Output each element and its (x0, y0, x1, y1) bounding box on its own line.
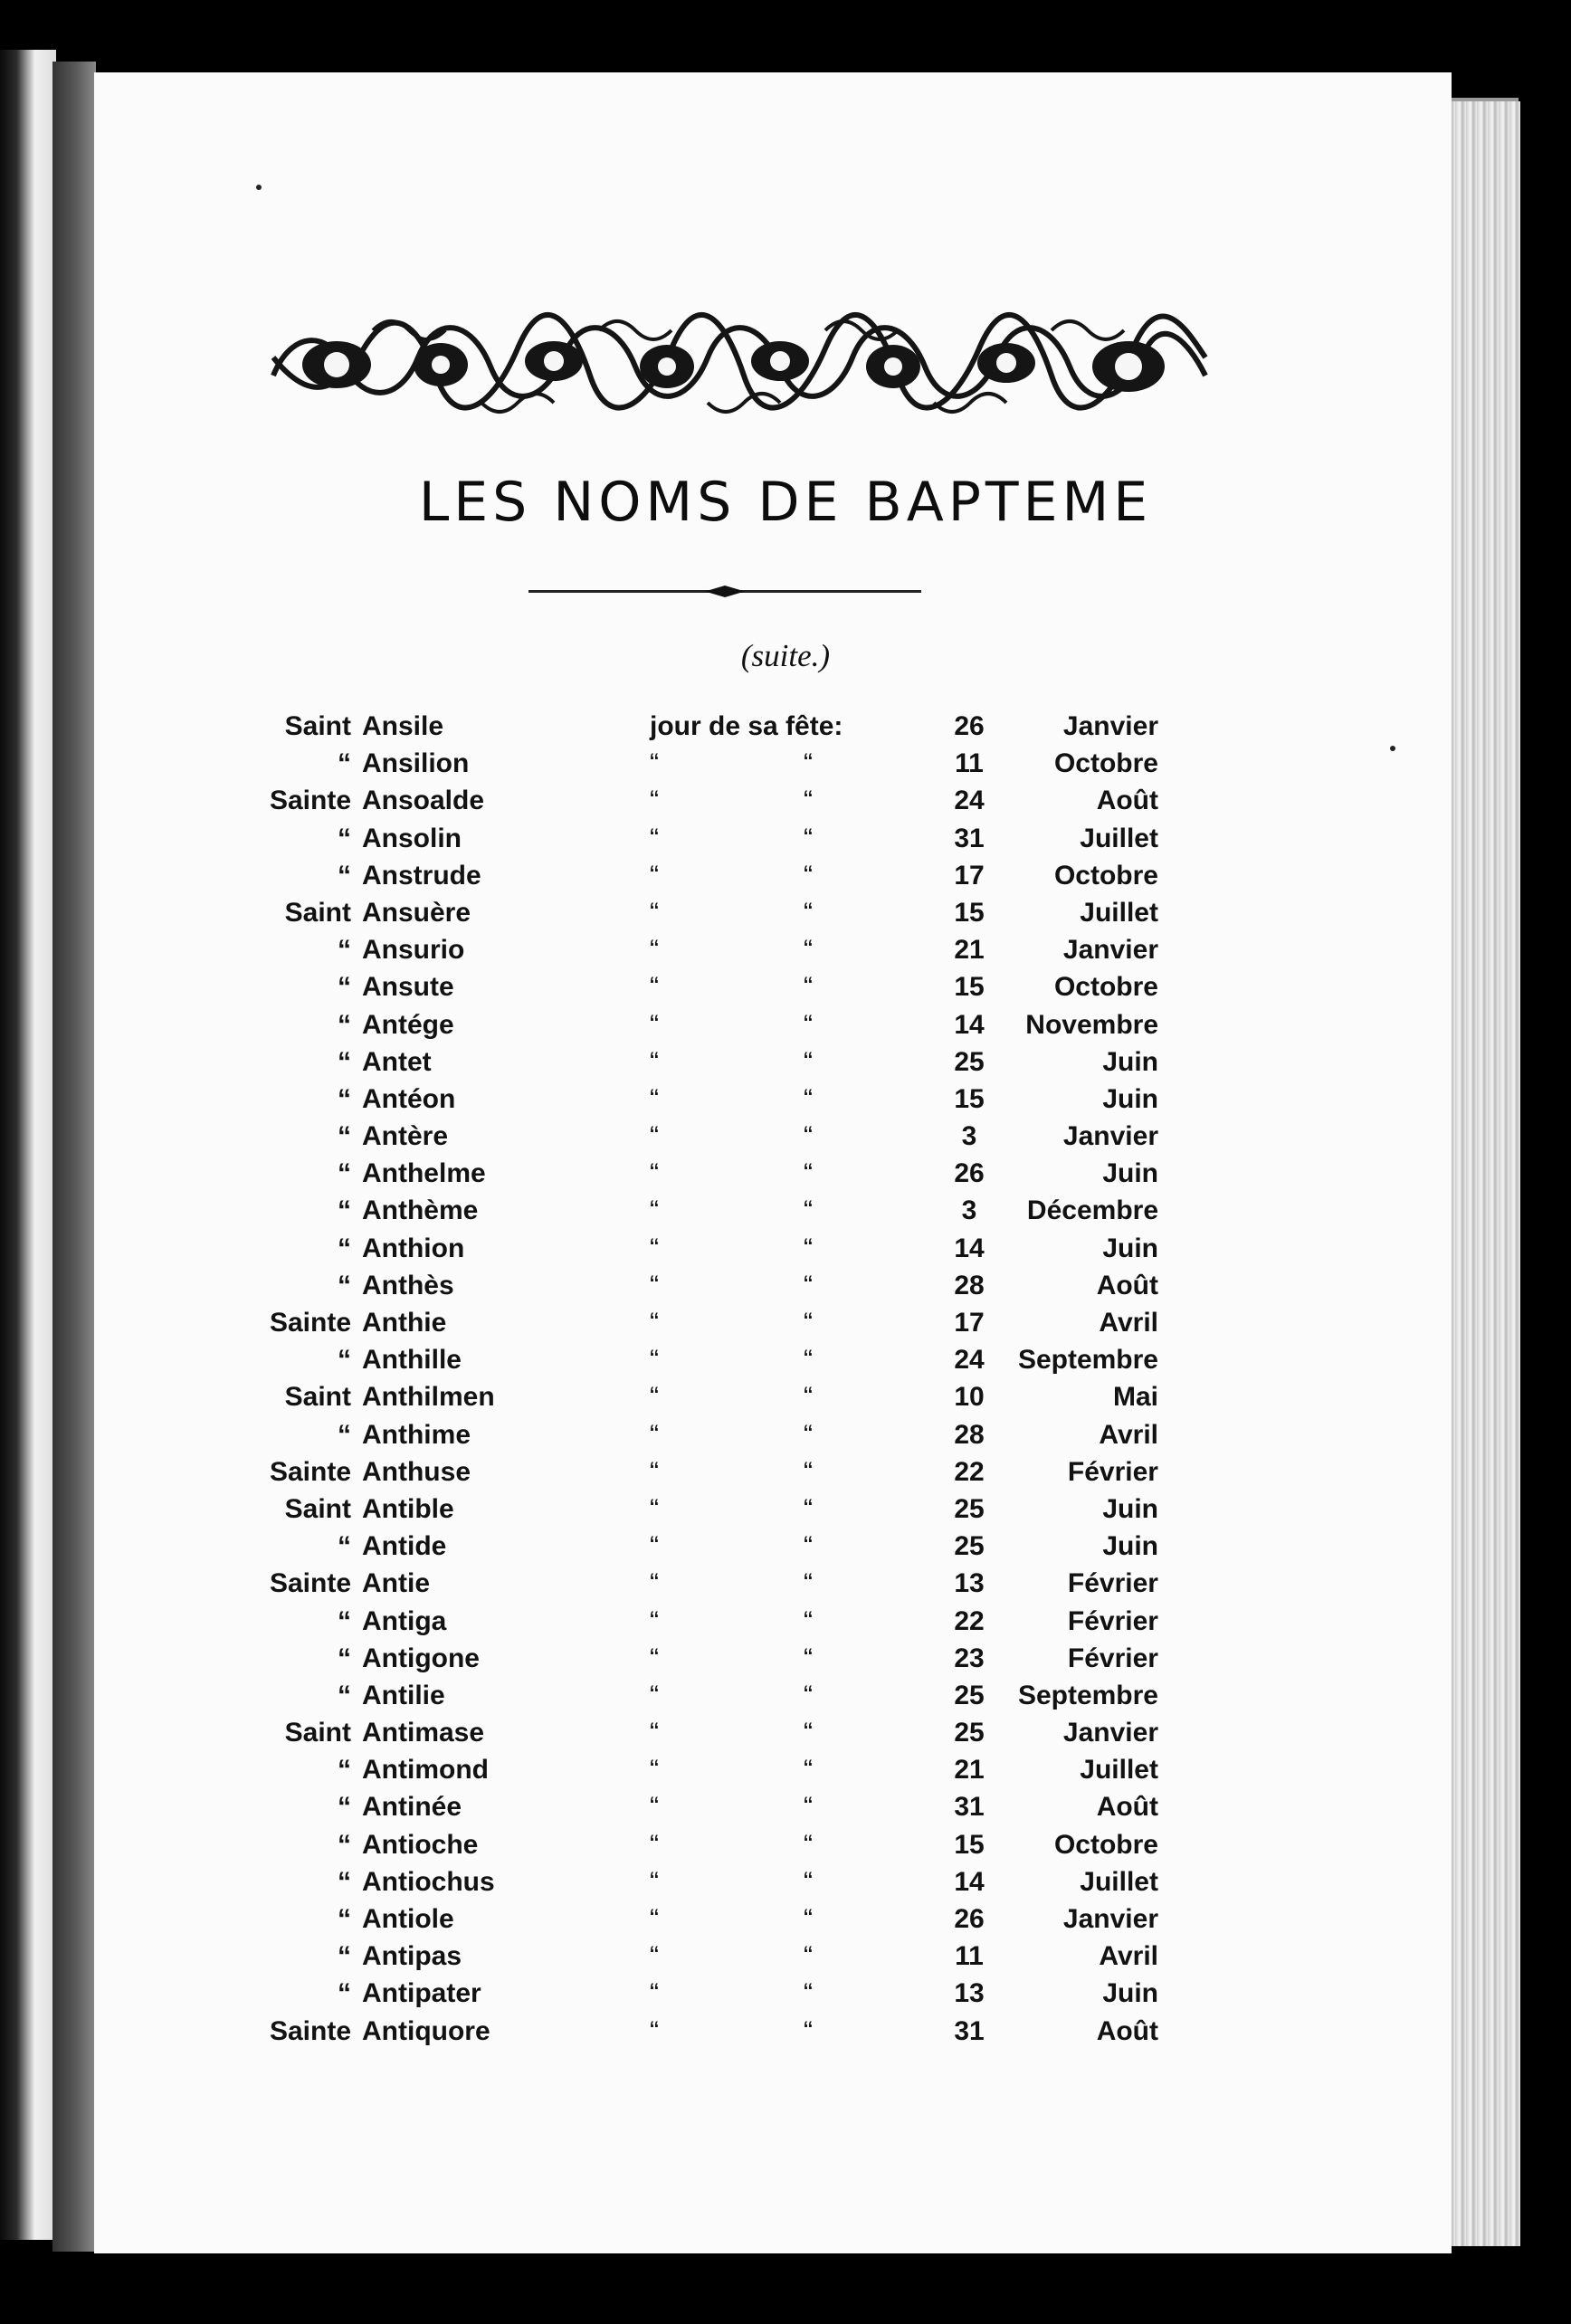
table-row (250, 1941, 1200, 1978)
row-name: Ansoalde (362, 786, 485, 816)
row-title: Saint (284, 711, 351, 741)
row-title: “ (338, 748, 351, 779)
row-day: 13 (954, 1978, 985, 2009)
row-month: Août (1096, 2015, 1158, 2046)
row-month: Août (1096, 786, 1158, 816)
row-day: 26 (954, 1158, 985, 1189)
table-row (250, 711, 1200, 748)
row-title: “ (338, 1605, 351, 1636)
ditto-mark: “ (650, 1158, 659, 1189)
row-name: Ansilion (362, 748, 470, 779)
row-title: “ (338, 1978, 351, 2009)
row-month: Avril (1099, 1941, 1158, 1972)
row-name: Antimase (362, 1718, 485, 1748)
row-day: 25 (954, 1493, 985, 1524)
row-name: Anstrude (362, 860, 481, 891)
table-rows (250, 748, 1200, 2053)
row-title: “ (338, 1270, 351, 1300)
table-row (250, 1606, 1200, 1643)
row-title: “ (338, 1345, 351, 1376)
row-month: Octobre (1053, 748, 1158, 779)
row-month: Mai (1112, 1382, 1158, 1413)
row-name: Antipas (362, 1941, 462, 1972)
row-month: Juin (1102, 1158, 1158, 1189)
row-day: 3 (961, 1195, 977, 1226)
row-month: Juin (1102, 1046, 1158, 1077)
ditto-mark: “ (804, 1158, 813, 1189)
table-row (250, 1978, 1200, 2015)
ditto-mark: “ (650, 1718, 659, 1748)
ditto-mark: “ (804, 1568, 813, 1599)
book-left-edge (0, 50, 56, 2240)
row-month: Septembre (1017, 1680, 1158, 1710)
row-month: Février (1067, 1605, 1158, 1636)
ditto-mark: “ (650, 1308, 659, 1338)
table-row (250, 1420, 1200, 1457)
ditto-mark: “ (650, 1680, 659, 1710)
ditto-mark: “ (650, 1046, 659, 1077)
ditto-mark: “ (650, 1083, 659, 1114)
book-gutter-shadow (52, 62, 96, 2252)
table-row (250, 1382, 1200, 1419)
table-row (250, 1755, 1200, 1792)
row-day: 31 (954, 823, 985, 853)
row-title: “ (338, 1046, 351, 1077)
ditto-mark: “ (804, 1531, 813, 1562)
table-row (250, 1643, 1200, 1681)
ditto-mark: “ (804, 1941, 813, 1972)
ditto-mark: “ (650, 1866, 659, 1897)
row-name: Ansurio (362, 935, 465, 966)
row-name: Antilie (362, 1680, 445, 1710)
ditto-mark: “ (650, 1755, 659, 1786)
row-day: 13 (954, 1568, 985, 1599)
row-day: 17 (954, 1308, 985, 1338)
row-day: 25 (954, 1680, 985, 1710)
table-row (250, 1867, 1200, 1904)
ditto-mark: “ (804, 935, 813, 966)
row-title: Saint (284, 1382, 351, 1413)
row-title: Sainte (269, 2015, 351, 2046)
row-name: Anthelme (362, 1158, 486, 1189)
ditto-mark: “ (804, 1718, 813, 1748)
table-row (250, 1308, 1200, 1345)
row-name: Antiga (362, 1605, 447, 1636)
table-row (250, 1830, 1200, 1867)
row-day: 15 (954, 1083, 985, 1114)
row-name: Ansute (362, 972, 454, 1003)
row-name: Antioche (362, 1829, 479, 1860)
row-title: “ (338, 1866, 351, 1897)
row-month: Janvier (1062, 1904, 1158, 1934)
ditto-mark: “ (650, 1792, 659, 1823)
table-row (250, 861, 1200, 898)
row-month: Janvier (1062, 1121, 1158, 1152)
ditto-mark: “ (650, 972, 659, 1003)
page-stack-edge (1444, 101, 1520, 2246)
ditto-mark: “ (650, 1121, 659, 1152)
ditto-mark: “ (804, 1829, 813, 1860)
table-row (250, 748, 1200, 786)
row-name: Antère (362, 1121, 449, 1152)
row-day: 25 (954, 1531, 985, 1562)
feast-day-label: jour de sa fête: (650, 711, 843, 741)
ditto-mark: “ (804, 1121, 813, 1152)
ditto-mark: “ (804, 748, 813, 779)
row-title: “ (338, 1083, 351, 1114)
row-title: Saint (284, 897, 351, 928)
row-name: Anthime (362, 1419, 471, 1450)
row-day: 31 (954, 1792, 985, 1823)
ditto-mark: “ (804, 1046, 813, 1077)
ditto-mark: “ (650, 1456, 659, 1487)
ditto-mark: “ (804, 1643, 813, 1673)
row-title: Sainte (269, 1456, 351, 1487)
row-day: 15 (954, 972, 985, 1003)
names-table (250, 711, 1200, 2053)
table-row (250, 786, 1200, 823)
row-title: “ (338, 1755, 351, 1786)
ditto-mark: “ (804, 1308, 813, 1338)
row-name: Antéon (362, 1083, 456, 1114)
row-month: Juin (1102, 1493, 1158, 1524)
ditto-mark: “ (650, 935, 659, 966)
ditto-mark: “ (650, 1382, 659, 1413)
row-day: 22 (954, 1456, 985, 1487)
table-row (250, 1233, 1200, 1271)
table-row (250, 1792, 1200, 1829)
ditto-mark: “ (650, 1009, 659, 1040)
table-row (250, 1494, 1200, 1531)
row-day: 11 (955, 748, 984, 779)
row-month: Octobre (1053, 860, 1158, 891)
row-name: Anthie (362, 1308, 447, 1338)
row-name: Antible (362, 1493, 454, 1524)
row-title: Sainte (269, 786, 351, 816)
row-day: 14 (954, 1009, 985, 1040)
row-name: Antimond (362, 1755, 489, 1786)
ditto-mark: “ (804, 897, 813, 928)
row-day: 21 (954, 1755, 985, 1786)
row-name: Anthion (362, 1233, 465, 1263)
row-month: Juin (1102, 1233, 1158, 1263)
table-row (250, 1718, 1200, 1755)
ditto-mark: “ (650, 1941, 659, 1972)
row-name: Antet (362, 1046, 432, 1077)
ditto-mark: “ (650, 1419, 659, 1450)
ditto-mark: “ (650, 1345, 659, 1376)
row-day: 17 (954, 860, 985, 891)
ditto-mark: “ (804, 1493, 813, 1524)
ditto-mark: “ (650, 1829, 659, 1860)
row-title: “ (338, 1531, 351, 1562)
table-row (250, 935, 1200, 972)
ditto-mark: “ (650, 1270, 659, 1300)
decorative-headpiece-ornament (255, 303, 1222, 426)
row-month: Juillet (1080, 823, 1158, 853)
ditto-mark: “ (650, 748, 659, 779)
row-name: Ansolin (362, 823, 462, 853)
row-title: “ (338, 1829, 351, 1860)
ditto-mark: “ (650, 2015, 659, 2046)
row-day: 14 (954, 1233, 985, 1263)
row-title: Saint (284, 1493, 351, 1524)
row-day: 24 (954, 786, 985, 816)
paper-speck (1390, 746, 1395, 751)
row-title: “ (338, 1121, 351, 1152)
row-month: Avril (1099, 1308, 1158, 1338)
ditto-mark: “ (804, 1680, 813, 1710)
row-title: “ (338, 935, 351, 966)
row-month: Juillet (1080, 1866, 1158, 1897)
table-row (250, 2016, 1200, 2053)
row-month: Septembre (1017, 1345, 1158, 1376)
row-day: 25 (954, 1046, 985, 1077)
table-row (250, 1195, 1200, 1233)
row-name: Anthille (362, 1345, 462, 1376)
row-title: “ (338, 860, 351, 891)
row-name: Antide (362, 1531, 447, 1562)
row-day: 26 (954, 711, 985, 741)
row-title: “ (338, 1680, 351, 1710)
row-name: Ansile (362, 711, 444, 741)
ditto-mark: “ (804, 2015, 813, 2046)
row-name: Antiole (362, 1904, 454, 1934)
ditto-mark: “ (650, 1643, 659, 1673)
ditto-mark: “ (804, 1270, 813, 1300)
table-row (250, 1531, 1200, 1568)
ditto-mark: “ (650, 1493, 659, 1524)
row-day: 24 (954, 1345, 985, 1376)
row-month: Octobre (1053, 1829, 1158, 1860)
ditto-mark: “ (804, 1083, 813, 1114)
table-row (250, 1010, 1200, 1047)
row-name: Antigone (362, 1643, 480, 1673)
ditto-mark: “ (650, 860, 659, 891)
ditto-mark: “ (804, 1904, 813, 1934)
row-name: Antége (362, 1009, 454, 1040)
table-row (250, 972, 1200, 1009)
row-name: Antie (362, 1568, 430, 1599)
row-title: “ (338, 823, 351, 853)
row-title: “ (338, 972, 351, 1003)
row-name: Anthème (362, 1195, 479, 1226)
row-title: “ (338, 1643, 351, 1673)
table-row (250, 1121, 1200, 1158)
table-row (250, 1158, 1200, 1195)
ditto-mark: “ (804, 1978, 813, 2009)
table-row (250, 1084, 1200, 1121)
paper-speck (256, 185, 262, 190)
row-month: Avril (1099, 1419, 1158, 1450)
row-title: Saint (284, 1718, 351, 1748)
table-row (250, 1681, 1200, 1718)
row-title: Sainte (269, 1568, 351, 1599)
row-month: Juin (1102, 1083, 1158, 1114)
page-subtitle: (suite.) (740, 638, 831, 673)
row-title: “ (338, 1009, 351, 1040)
row-day: 22 (954, 1605, 985, 1636)
row-day: 10 (954, 1382, 985, 1413)
page-title: LES NOMS DE BAPTEME (418, 471, 1153, 534)
row-title: “ (338, 1195, 351, 1226)
row-day: 3 (961, 1121, 977, 1152)
ditto-mark: “ (650, 823, 659, 853)
ditto-mark: “ (804, 860, 813, 891)
ditto-mark: “ (804, 1419, 813, 1450)
ditto-mark: “ (804, 1382, 813, 1413)
ditto-mark: “ (650, 1233, 659, 1263)
table-row (250, 1047, 1200, 1084)
row-name: Antiochus (362, 1866, 495, 1897)
row-month: Juin (1102, 1978, 1158, 2009)
row-title: “ (338, 1941, 351, 1972)
row-day: 28 (954, 1419, 985, 1450)
row-title: Sainte (269, 1308, 351, 1338)
row-month: Juin (1102, 1531, 1158, 1562)
ditto-mark: “ (650, 1195, 659, 1226)
table-row (250, 1271, 1200, 1308)
row-month: Octobre (1053, 972, 1158, 1003)
ditto-mark: “ (804, 1233, 813, 1263)
row-month: Juillet (1080, 897, 1158, 928)
row-month: Février (1067, 1568, 1158, 1599)
ditto-mark: “ (804, 972, 813, 1003)
ditto-mark: “ (650, 1568, 659, 1599)
ditto-mark: “ (804, 1755, 813, 1786)
row-day: 31 (954, 2015, 985, 2046)
row-title: “ (338, 1792, 351, 1823)
row-month: Août (1096, 1792, 1158, 1823)
table-row (250, 1345, 1200, 1382)
row-name: Antipater (362, 1978, 481, 2009)
row-day: 23 (954, 1643, 985, 1673)
row-month: Août (1096, 1270, 1158, 1300)
row-month: Janvier (1062, 935, 1158, 966)
row-day: 14 (954, 1866, 985, 1897)
row-day: 28 (954, 1270, 985, 1300)
row-month: Décembre (1026, 1195, 1158, 1226)
ditto-mark: “ (804, 1456, 813, 1487)
ditto-mark: “ (804, 1009, 813, 1040)
ditto-mark: “ (804, 1605, 813, 1636)
row-name: Anthilmen (362, 1382, 495, 1413)
row-month: Juillet (1080, 1755, 1158, 1786)
row-month: Novembre (1025, 1009, 1158, 1040)
row-day: 15 (954, 897, 985, 928)
table-row (250, 1457, 1200, 1494)
ditto-mark: “ (804, 1866, 813, 1897)
table-row (250, 1904, 1200, 1941)
row-title: “ (338, 1158, 351, 1189)
ditto-mark: “ (650, 1978, 659, 2009)
row-name: Anthuse (362, 1456, 471, 1487)
ditto-mark: “ (650, 1531, 659, 1562)
ditto-mark: “ (804, 1195, 813, 1226)
row-day: 21 (954, 935, 985, 966)
row-day: 25 (954, 1718, 985, 1748)
ditto-mark: “ (650, 897, 659, 928)
ditto-mark: “ (804, 1345, 813, 1376)
row-name: Antinée (362, 1792, 462, 1823)
row-name: Antiquore (362, 2015, 490, 2046)
row-title: “ (338, 1233, 351, 1263)
row-day: 26 (954, 1904, 985, 1934)
table-row (250, 898, 1200, 935)
ditto-mark: “ (650, 786, 659, 816)
row-month: Février (1067, 1456, 1158, 1487)
row-name: Ansuère (362, 897, 471, 928)
ditto-mark: “ (804, 823, 813, 853)
row-day: 15 (954, 1829, 985, 1860)
ditto-mark: “ (804, 1792, 813, 1823)
ditto-mark: “ (650, 1605, 659, 1636)
ditto-mark: “ (650, 1904, 659, 1934)
row-month: Janvier (1062, 1718, 1158, 1748)
row-month: Janvier (1062, 711, 1158, 741)
row-title: “ (338, 1904, 351, 1934)
row-month: Février (1067, 1643, 1158, 1673)
table-row (250, 824, 1200, 861)
ditto-mark: “ (804, 786, 813, 816)
row-day: 11 (955, 1941, 984, 1972)
table-row (250, 1568, 1200, 1605)
row-name: Anthès (362, 1270, 454, 1300)
row-title: “ (338, 1419, 351, 1450)
